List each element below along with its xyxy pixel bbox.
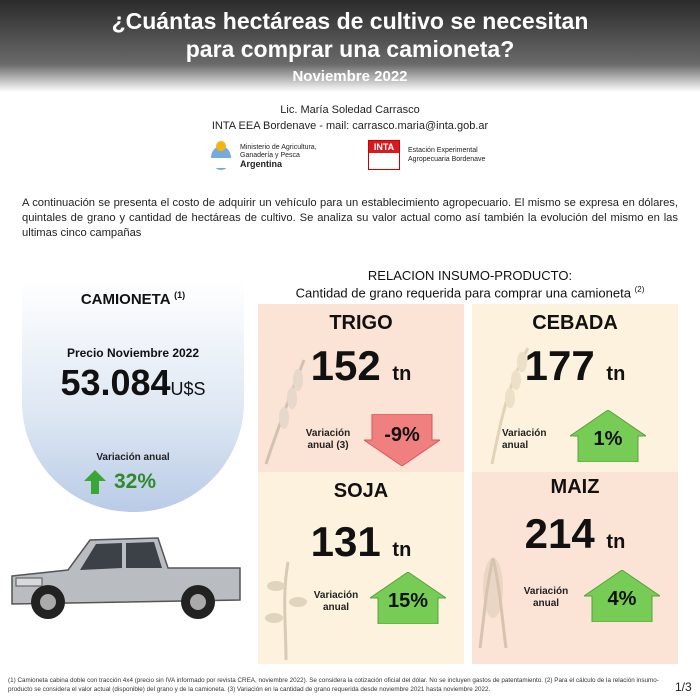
price-currency: U$S <box>170 379 206 399</box>
maiz-var-label: Variación anual <box>523 586 569 609</box>
price-value: 53.084U$S <box>60 362 206 403</box>
argentina-shield-icon <box>208 140 234 172</box>
ministerio-line2: Ganadería y Pesca <box>240 152 300 159</box>
page-title-line2: para comprar una camioneta? <box>185 36 515 62</box>
soja-var-value: 15% <box>387 590 429 612</box>
trigo-card <box>258 304 464 472</box>
maiz-value: 214 tn <box>524 510 626 557</box>
relacion-subtitle: Cantidad de grano requerida para comprar una camioneta $^{(2)}$ <box>295 285 645 301</box>
cebada-var-value: 1% <box>593 428 623 450</box>
pickup-truck-icon <box>8 530 244 622</box>
author-name: Lic. María Soledad Carrasco <box>280 104 420 116</box>
inta-logo <box>368 140 485 170</box>
trigo-var-value: -9% <box>384 424 420 446</box>
cebada-name: CEBADA <box>532 312 618 334</box>
relacion-note: (2) <box>634 285 645 294</box>
soja-name: SOJA <box>333 480 389 502</box>
intro-paragraph: A continuación se presenta el costo de adquirir un vehículo para un establecimiento agropecuario. El mismo se expresa en dólares, quintales de grano y cantidad de hectáreas de cultivo. Se analiza su valor actual como así también la evolución del mismo en las ultimas cinco campañas <box>22 197 678 239</box>
maiz-card <box>472 472 678 664</box>
camioneta-label: CAMIONETA $^{(1)}$ <box>80 290 186 308</box>
trigo-name: TRIGO <box>329 312 393 334</box>
trigo-value: 152 tn <box>310 342 412 389</box>
cebada-var-label: Variación anual <box>502 428 547 451</box>
soja-var-label: Variación anual <box>313 590 359 613</box>
cebada-value: 177 tn <box>524 342 626 389</box>
trigo-var-label: Variación anual (3) <box>305 428 351 451</box>
report-date: Noviembre 2022 <box>292 68 408 85</box>
cebada-card <box>472 304 678 472</box>
ministerio-line1: Ministerio de Agricultura, <box>240 144 317 151</box>
page-number: 1/3 <box>675 680 692 694</box>
camioneta-note: (1) <box>174 290 186 300</box>
camioneta-var-value: 32% <box>114 470 157 493</box>
ministerio-logo <box>208 140 317 172</box>
author-affiliation: INTA EEA Bordenave - mail: carrasco.maria@inta.gob.ar <box>211 120 489 132</box>
maiz-name: MAIZ <box>550 476 600 498</box>
ministerio-line3: Argentina <box>240 159 283 169</box>
camioneta-var-label: Variación anual <box>96 452 170 463</box>
price-label: Precio Noviembre 2022 <box>66 346 200 360</box>
relacion-title: RELACION INSUMO-PRODUCTO: <box>367 268 573 283</box>
inta-line1: Estación Experimental <box>408 147 478 154</box>
page-title-line1: ¿Cuántas hectáreas de cultivo se necesitan <box>111 8 589 34</box>
soja-value: 131 tn <box>310 518 412 565</box>
inta-line2: Agropecuaria Bordenave <box>408 156 486 163</box>
maiz-var-value: 4% <box>607 588 637 610</box>
corn-icon <box>476 548 510 652</box>
inta-mark: INTA <box>369 141 399 153</box>
footnote: (1) Camioneta cabina doble con tracción 4x4 (precio sin IVA informado por revista CREA, noviembre 2022). Se considera la cotización oficial del dólar. No se incluyen gastos de patentamiento. (2) Para el cálculo de la relación insumo-producto se considera el valor actual (disponible) del grano y de la camioneta. (3) Variación en la cantidad de grano requerida desde noviembre 2021 hasta noviembre 2022. <box>8 677 659 693</box>
soja-card <box>258 472 464 664</box>
up-arrow-icon <box>84 470 106 494</box>
